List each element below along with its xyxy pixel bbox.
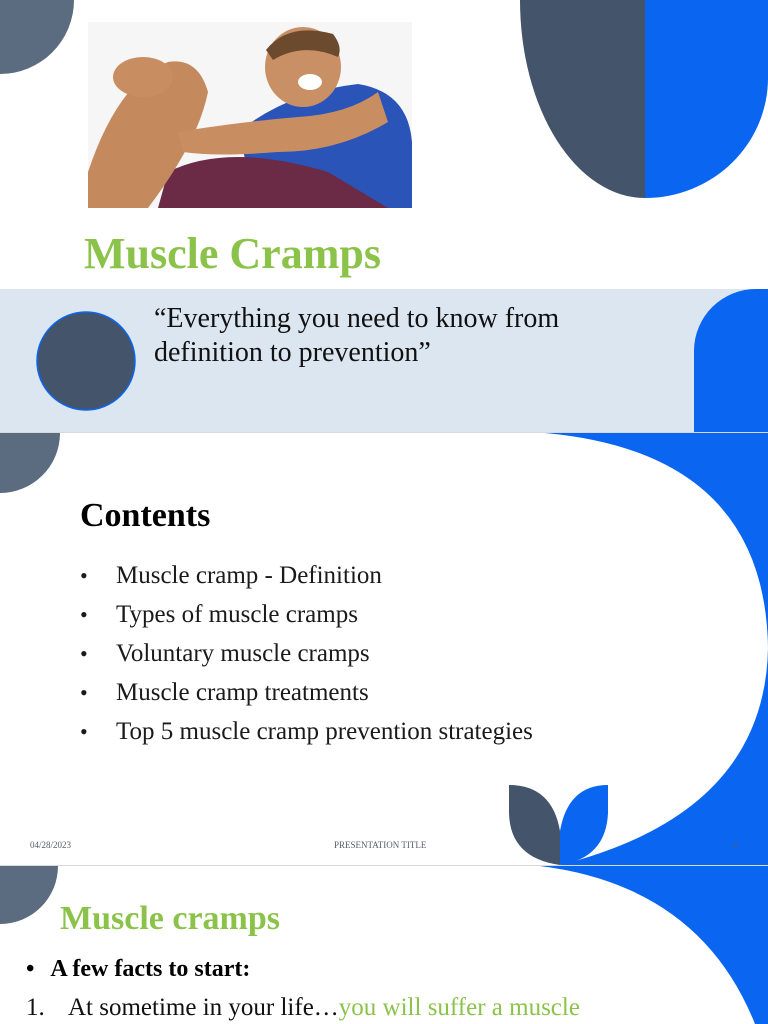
contents-slide [0,433,768,865]
title-slide [0,0,768,432]
bullet-icon: • [80,641,88,666]
bullet-icon: • [80,719,88,744]
bullet-icon: • [26,956,35,982]
slide-title: Contents [80,497,211,534]
fact-text: At sometime in your life… [68,994,339,1021]
list-item-label: Muscle cramp treatments [116,679,369,706]
slate-small-leaf-shape [509,785,560,865]
list-item-label: Top 5 muscle cramp prevention strategies [116,718,533,745]
facts-lead [26,956,250,983]
list-item-label: Types of muscle cramps [116,601,358,628]
footer-page-number: 2 [733,840,738,850]
slate-quarter-circle-shape [0,866,58,924]
bullet-icon: • [80,563,88,588]
facts-lead-label: A few facts to start: [50,956,251,982]
slide-subtitle: “Everything you need to know from definition to prevention” [154,303,560,368]
footer-title: PRESENTATION TITLE [334,840,427,850]
slate-quarter-circle-shape [0,433,60,493]
list-item-label: Voluntary muscle cramps [116,640,370,667]
fact-item [26,994,580,1022]
slate-circle-shape [37,312,135,410]
list-item [80,561,533,600]
fact-highlight: you will suffer a muscle [338,994,580,1021]
list-item [80,600,533,639]
footer-date: 04/28/2023 [30,840,72,850]
list-item [80,717,533,756]
fact-number: 1. [26,994,45,1021]
blue-band-right-shape [694,289,768,432]
list-item-label: Muscle cramp - Definition [116,562,382,589]
facts-slide [0,866,768,1024]
list-item [80,678,533,717]
slide-title: Muscle cramps [60,900,281,937]
list-item [80,639,533,678]
bullet-icon: • [80,680,88,705]
contents-list [80,561,533,756]
slide-title: Muscle Cramps [84,229,381,278]
bullet-icon: • [80,602,88,627]
